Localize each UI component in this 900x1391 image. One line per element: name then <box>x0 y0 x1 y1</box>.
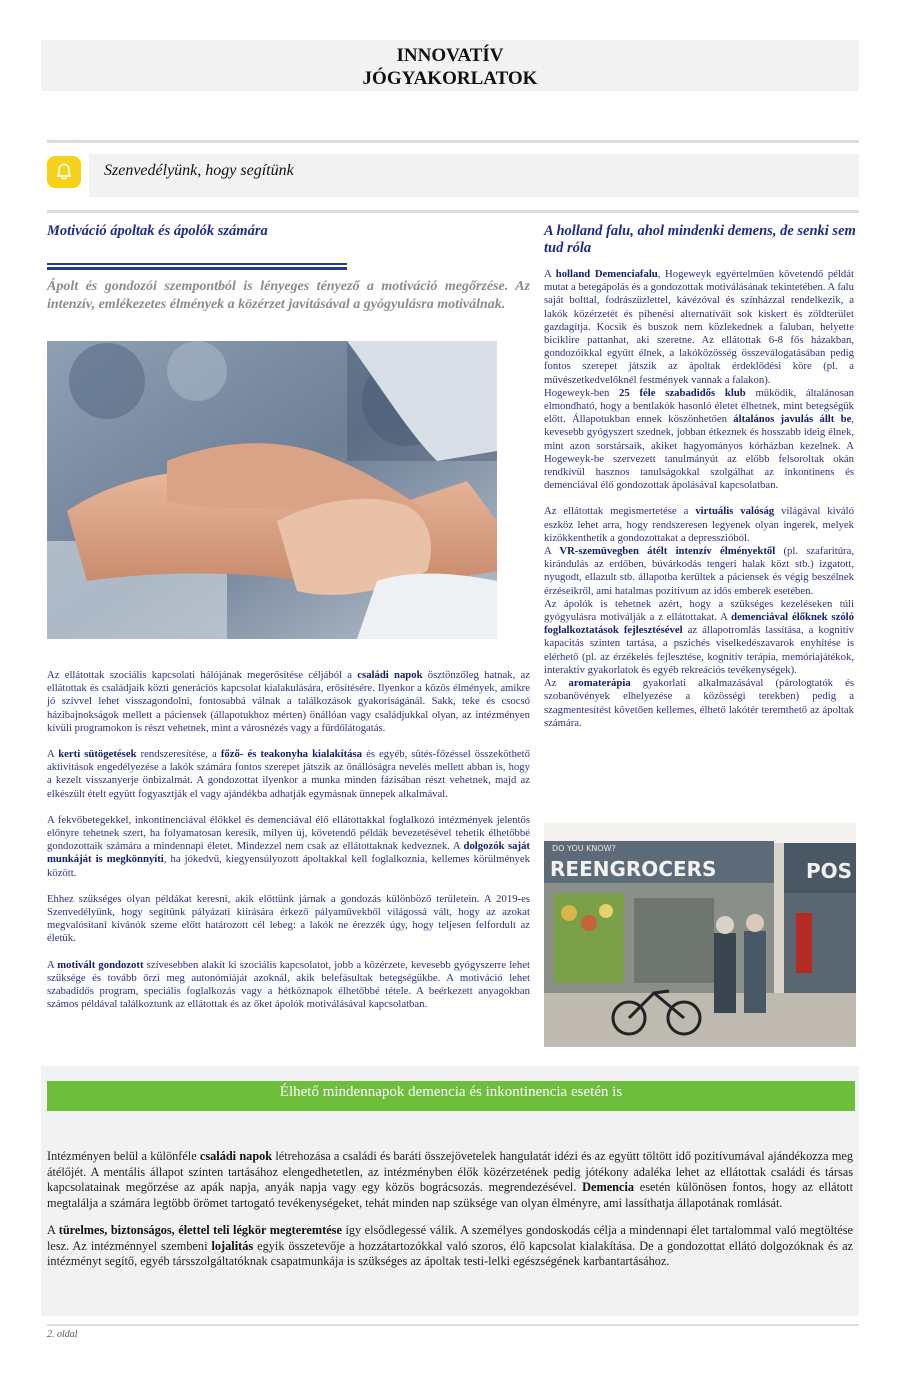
bottom-body <box>47 1149 853 1282</box>
right-heading: A holland falu, ahol mindenki demens, de senki sem tud róla <box>544 223 856 256</box>
divider-top <box>47 140 859 143</box>
right-body <box>544 268 854 730</box>
header-title-line2: JÓGYAKORLATOK <box>362 68 538 89</box>
heading-underline-1 <box>47 263 347 265</box>
subtitle-box <box>89 154 859 197</box>
greengrocer-street-photo <box>544 823 856 1047</box>
heading-underline-2 <box>47 267 347 270</box>
left-body <box>47 669 530 1024</box>
header-title-box <box>41 40 859 91</box>
right-paragraph-6: Az aromaterápia gyakorlati alkalmazásával (párologtatók és szobanövények elhelyezése a közösségi terekben) pedig a szagmentesítést követően kellemes, élhető lakótér teremthető az ápoltak számára. <box>544 677 854 729</box>
lead-paragraph: Ápolt és gondozói szempontból is lényeges tényező a motiváció megőrzése. Az intenzív, emlékezetes élmények a közérzet javításával a gyógyulásra motiválnak. <box>47 279 530 312</box>
divider-bottom <box>47 1324 859 1326</box>
left-paragraph-3: A fekvőbetegekkel, inkontinenciával élőkkel és demenciával élő ellátottakkal foglalkozó intézmények jelentős előnyre tehetnek szert, ha folyamatosan keresik, milyen új, követendő példák bevezetésével tehetik élhetőbbé gondozottaik számára a mindennapi életet. Mindezzel nem csak az ellátottaknak kedveznek. A dolgozók saját munkáját is megkönnyíti, ha jókedvű, kiegyensúlyozott ápoltakkal kell foglalkoznia, kellemes körülmények között. <box>47 813 530 879</box>
bell-icon <box>47 156 81 188</box>
bottom-paragraph-2: A türelmes, biztonságos, élettel teli légkör megteremtése így elsődlegessé válik. A személyes gondoskodás célja a mindennapi élet tartalommal való megtöltése lesz. Az intézménnyel szembeni lojalitás egyik összetevője a hozzátartozókkal való szoros, élő kapcsolat kialakítása. De a gondozottat ellátó dolgozóknak és az intézményt segítő, egyéb társszolgáltatóknak csapatmunkája is szükséges az ápoltak testi-lelki egészségének karbantartásához. <box>47 1223 854 1268</box>
bottom-paragraph-1: Intézményen belül a különféle családi napok létrehozása a családi és baráti összejövetelek hangulatát idézi és az együtt töltött idő pozitívumával ajándékozza meg átélőjét. A mentális állapot szinten tartásához elengedhetetlen, az intézményben élők közérzetének pedig jótékony adaléka lehet az ellátottak családi és társas kapcsolatainak megőrzése az apák napja, anyák napja vagy egy közös bográcsozás. megrendezésével. Demencia esetén különösen fontos, hogy az ellátott megtalálja a számára legtöbb örömet tartogató tevékenységeket, tehát minden nap szüksége van olyan élményre, ami lassíthatja állapotának romlását. <box>47 1149 853 1210</box>
right-paragraph-3: Az ellátottak megismertetése a virtuális valóság világával kiváló eszköz lehet arra, hogy rendszeresen legyenek olyan ingerek, melyek kizökkenthetik a gondozottakat a depresszióból. <box>544 505 854 544</box>
left-paragraph-1: Az ellátottak szociális kapcsolati hálójának megerősítése céljából a családi napok ösztönzőleg hatnak, az ellátottak és családjaik közti generációs kapcsolat kialakulására, erősítésére. Ilyenkor a közös élmények, amikre jó szívvel lehet visszagondolni, fontosabbá válnak a találkozások gyakoriságánál. Sakk, teke és csocsó házibajnokságok mellett a páciensek (állapotukhoz mérten) önállóan vagy családjukkal olyan, az intézményen kívüli programokon is részt vehetnek, mint a városnézés vagy a fürdőlátogatás. <box>47 669 530 734</box>
subtitle: Szenvedélyünk, hogy segítünk <box>104 162 294 179</box>
right-paragraph-2: Hogeweyk-ben 25 féle szabadidős klub működik, általánosan elmondható, hogy a bentlakók hasonló életet élhetnek, mint betegségük előtt. Állapotukban ennek köszönhetően általános javulás állt be, kevesebb gyógyszert szednek, jobban étkeznek és hosszabb ideig élnek, mint azon sorstársaik, akiket hagyományos kórházban kezelnek. A Hogeweyk-be szervezett tanulmányút az előbb felsoroltak okán rendkívül hasznos tanulságokkal szolgálhat az inkontinens és demenciával élő gondozottak ápolásával kapcsolatban. <box>544 386 854 492</box>
header-title-line1: INNOVATÍV <box>396 45 504 66</box>
left-heading: Motiváció ápoltak és ápolók számára <box>47 223 268 239</box>
shop-sign: REENGROCERS <box>550 857 717 881</box>
right-paragraph-1: A holland Demenciafalu, Hogeweyk egyértelműen követendő példát mutat a betegápolás és a gondozottak motiválásának tekintetében. A falu saját bolttal, fodrászüzlettel, kávézóval és színházzal rendelkezik, a lakók közérzetét és pihenési alternatíváit sok kiskert és zöldterület gazdagítja. Kocsik és buszok nem közlekednek a faluban, helyette biciklire pattanhat, aki szeretne. Az ellátottak 6-8 fős házakban, gondozóikkal együtt élnek, a lakóközösség összeválogatásában pedig fontos szerepet játszik az ápoltak érdeklődési köre (pl. a művészetkedvelőknél festmények vannak a falakon). <box>544 268 854 386</box>
shop-sign-right: POS <box>806 859 853 883</box>
shop-sign-small: DO YOU KNOW? <box>552 844 616 853</box>
left-paragraph-2: A kerti sütögetések rendszeresítése, a főző- és teakonyha kialakítása és egyéb, sütés-főzéssel összeköthető aktivitások engedélyezése a lakók számára fontos szerepet játszik az önállóságra nevelés mellett abban is, hogy a kezelt visszanyerje önbizalmát. A gondozottat ilyenkor a munka minden fázisában részt vehetnek, majd az elkészült ételt együtt fogyasztják el vagy ajándékba adhatják egymásnak ünnepek alkalmával. <box>47 748 530 800</box>
divider-mid <box>47 210 859 213</box>
left-paragraph-5: A motivált gondozott szívesebben alakít ki szociális kapcsolatot, jobb a közérzete, kevesebb gyógyszerre lehet szüksége és tovább őrzi meg autonómiáját azoknál, akik belefásultak betegségükbe. A motiváció lehet szabadidős program, speciális foglalkozás vagy a hétköznapok élhetőbbé tétele. A beérkezett anyagokban számos példával találkoztunk az ellátottak és az őket ápolók motiválásával kapcsolatban. <box>47 958 530 1011</box>
right-paragraph-4: A VR-szemüvegben átélt intenzív élményektől (pl. szafaritúra, kirándulás az erdőben, búvárkodás tengeri halak közt stb.) izgatott, nyugodt, ellazult stb. állapotba kerültek a páciensek és végig beszélnek érzéseikről, ami hatalmas pozitívum az idős emberek esetében. <box>544 545 855 597</box>
right-paragraph-5: Az ápolók is tehetnek azért, hogy a szükséges kezeléseken túli gyógyulásra motiválják a z ellátottakat. A demenciával élőknek szóló foglalkoztatások fejlesztésével az állapotromlás lassítása, a kognitív kapacitás szinten tartása, a pszichés viselkedészavarok enyhítése is elérhető (pl. az érzékelés fejlesztése, kognitív terápia, memóriajátékok, interaktív gyakorlatok és egyéb rekreációs tevékenységek). <box>544 597 854 676</box>
left-paragraph-4: Ehhez szükséges olyan példákat keresni, akik előttünk járnak a gondozás különböző területein. A 2019-es Szenvedélyünk, hogy segítünk pályázati kiírására érkező pályaművekből világossá vált, hogy az azokat megvalósítani kívánók szeme előtt határozott cél lebeg: a lakók ne érezzék úgy, hogy teljesen felfordult az életük. <box>47 892 530 945</box>
page-number: 2. oldal <box>47 1329 78 1340</box>
section-band-title: Élhető mindennapok demencia és inkontinencia esetén is <box>47 1081 855 1111</box>
holding-hands-photo <box>47 341 497 639</box>
